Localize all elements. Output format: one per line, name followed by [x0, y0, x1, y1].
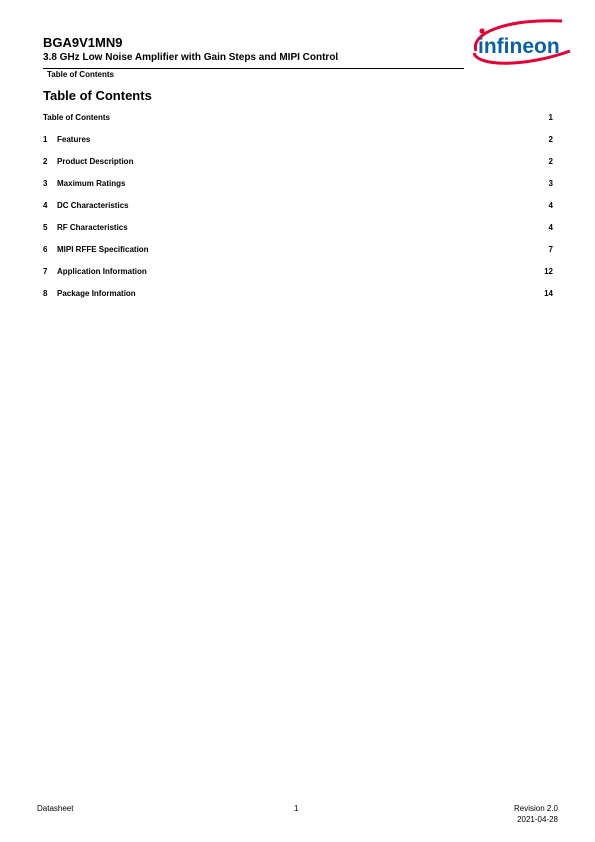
toc-entry-title: Application Information [57, 267, 147, 276]
document-title: BGA9V1MN9 [43, 35, 123, 50]
toc-entry[interactable] [43, 157, 553, 179]
logo-wordmark: infineon [478, 35, 560, 58]
toc-entry-page: 2 [548, 157, 553, 166]
toc-entry[interactable] [43, 245, 553, 267]
toc-entry-page: 4 [548, 201, 553, 210]
toc-entry[interactable] [43, 135, 553, 157]
toc-entry-title: MIPI RFFE Specification [57, 245, 149, 254]
infineon-logo [466, 17, 576, 65]
toc-entry[interactable] [43, 289, 553, 311]
footer-doc-type: Datasheet [37, 804, 74, 813]
toc-entry-page: 12 [544, 267, 553, 276]
toc-entry-page: 1 [548, 113, 553, 122]
toc-entry-number: 5 [43, 223, 48, 232]
toc-entry[interactable] [43, 223, 553, 245]
toc-entry-title: Package Information [57, 289, 136, 298]
toc-entry-page: 3 [548, 179, 553, 188]
toc-entry-page: 7 [548, 245, 553, 254]
toc-entry-number: 1 [43, 135, 48, 144]
toc-entry-number: 2 [43, 157, 48, 166]
footer-revision: Revision 2.0 [513, 804, 558, 813]
toc-entry[interactable] [43, 267, 553, 289]
toc-entry-title: Table of Contents [43, 113, 110, 122]
toc-entry-title: Product Description [57, 157, 134, 166]
toc-entry-number: 3 [43, 179, 48, 188]
toc-heading: Table of Contents [43, 88, 152, 103]
toc-entry-title: Features [57, 135, 91, 144]
toc-entry[interactable] [43, 179, 553, 201]
infineon-logo-graphic [466, 17, 576, 65]
header-section-label: Table of Contents [47, 70, 114, 79]
toc-entry-title: DC Characteristics [57, 201, 129, 210]
toc-entry[interactable] [43, 201, 553, 223]
toc-entry[interactable] [43, 113, 553, 135]
toc-entry-number: 4 [43, 201, 48, 210]
toc-entry-page: 14 [544, 289, 553, 298]
toc-entry-page: 4 [548, 223, 553, 232]
toc-entry-title: Maximum Ratings [57, 179, 126, 188]
toc-entry-title: RF Characteristics [57, 223, 128, 232]
header-rule [43, 68, 464, 69]
toc-entry-number: 8 [43, 289, 48, 298]
toc-list [43, 113, 553, 311]
toc-entry-number: 7 [43, 267, 48, 276]
footer-date: 2021-04-28 [517, 815, 558, 824]
footer-page-number: 1 [294, 804, 299, 813]
document-subtitle: 3.8 GHz Low Noise Amplifier with Gain Steps and MIPI Control [43, 52, 339, 63]
toc-entry-page: 2 [548, 135, 553, 144]
toc-entry-number: 6 [43, 245, 48, 254]
